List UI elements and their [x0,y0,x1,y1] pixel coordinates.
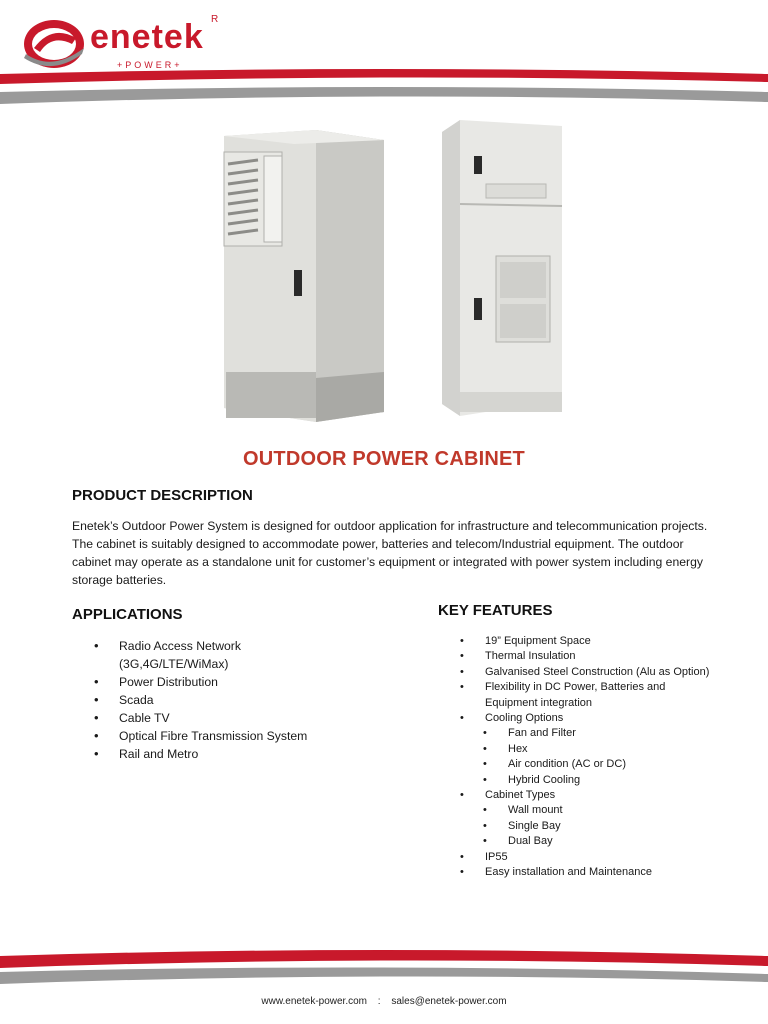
list-item: • Power Distribution [92,673,392,691]
list-item [92,637,392,673]
product-description-heading: PRODUCT DESCRIPTION [72,487,253,504]
list-item: • Cooling Options [460,711,750,726]
applications-heading: APPLICATIONS [72,606,183,623]
website-link[interactable]: www.enetek-power.com [261,996,368,1007]
sub-list-item: • Hybrid Cooling [460,773,750,788]
footer-swoosh-decoration [0,938,768,998]
email-link[interactable]: sales@enetek-power.com [391,996,507,1007]
brand-subtitle: +POWER+ [117,60,183,70]
product-description-text: Enetek’s Outdoor Power System is designed for outdoor application for infrastructure and telecommunication projects. The cabinet is suitably designed to accommodate power, batteries and telecom/Industrial equipment. The outdoor cabinet may operate as a standalone unit for customer’s equipment or integrated with power system including energy storage batteries. [72,519,708,587]
sub-list-item: • Fan and Filter [460,726,750,741]
outdoor-cabinet-image-2 [430,118,566,420]
list-item: • Cable TV [92,709,392,727]
list-item: • Rail and Metro [92,745,392,763]
key-features-list [460,634,750,881]
list-item: • 19” Equipment Space [460,634,750,649]
list-item: • Optical Fibre Transmission System [92,727,392,745]
footer [0,996,768,1007]
sub-list-item: • Hex [460,742,750,757]
key-features-heading: KEY FEATURES [438,602,553,619]
list-item: • Thermal Insulation [460,649,750,664]
list-item: • Easy installation and Maintenance [460,865,750,880]
page-title: OUTDOOR POWER CABINET [243,448,525,470]
sub-list-item: • Dual Bay [460,834,750,849]
list-item-text: Flexibility in DC Power, Batteries and [485,681,666,694]
outdoor-cabinet-image-1 [218,122,388,426]
list-item-text-continued: Equipment integration [485,696,593,709]
list-item: • Scada [92,691,392,709]
sub-list-item: • Single Bay [460,819,750,834]
list-item-text: • Radio Access Network [119,639,241,653]
footer-separator: : [377,996,381,1007]
applications-list [92,637,392,763]
brand-name: enetek [90,18,204,56]
sub-list-item: • Air condition (AC or DC) [460,757,750,772]
list-item: • IP55 [460,850,750,865]
header-swoosh-decoration [0,60,768,110]
list-item-text-continued: (3G,4G/LTE/WiMax) [119,657,229,671]
registered-mark: R [211,14,219,25]
list-item: • Galvanised Steel Construction (Alu as Option) [460,665,750,680]
sub-list-item: • Wall mount [460,803,750,818]
list-item [460,680,750,711]
list-item: • Cabinet Types [460,788,750,803]
